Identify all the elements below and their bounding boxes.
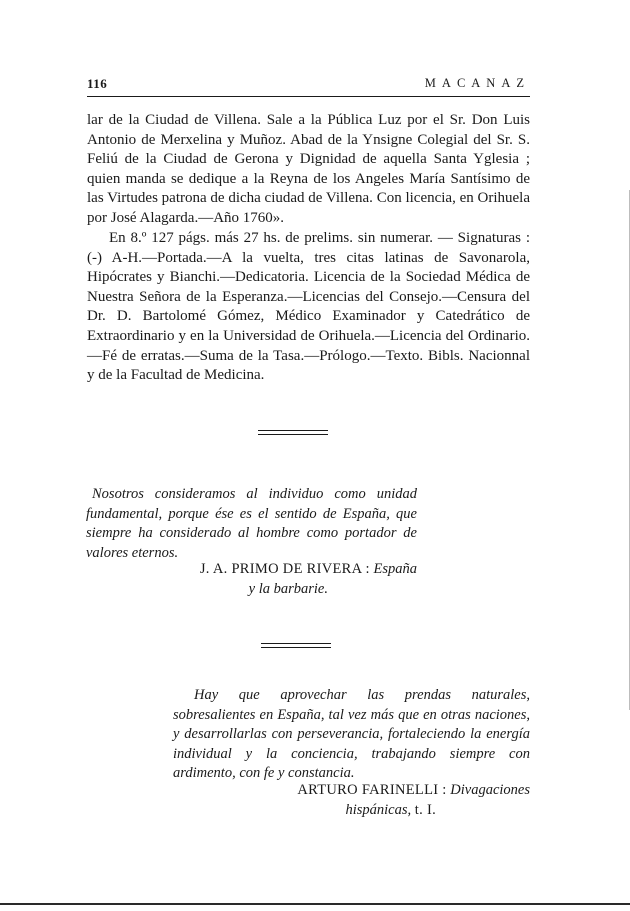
epigraph-work-2a: Divagaciones: [450, 782, 530, 798]
epigraph-attribution-1-cont: [145, 580, 328, 600]
epigraph-attribution-2-cont: [200, 801, 436, 821]
epigraph-work-1a: España: [373, 561, 417, 577]
section-divider-2: [261, 643, 331, 648]
body-paragraph-1: lar de la Ciudad de Villena. Sale a la Pública Luz por el Sr. Don Luis Antonio de Merxelina y Muñoz. Abad de la Ynsigne Colegial del Sr. S. Feliú de la Ciudad de Gerona y Dignidad de aquella Santa Yglesia ; quien manda se dedique a la Reyna de los Angeles María Santísimo de las Virtudes patrona de dicha ciudad de Villena. Con licencia, en Orihuela por José Alagarda.—Año 1760».: [87, 112, 530, 226]
scan-bottom-edge: [0, 903, 630, 905]
epigraph-author-2: ARTURO FARINELLI :: [297, 782, 447, 798]
epigraph-quote-1: Nosotros consideramos al individuo como unidad fundamental, porque ése es el sentido de España, que siempre ha considerado al hombre como portador de valores eternos.: [86, 486, 417, 561]
epigraph-author-1: J. A. PRIMO DE RIVERA :: [199, 561, 370, 577]
epigraph-attribution-2: [200, 781, 530, 801]
epigraph-work-2b: hispánicas,: [345, 802, 412, 818]
body-paragraph-2: En 8.º 127 págs. más 27 hs. de prelims. sin numerar. — Signaturas : (-) A-H.—Portada.—A la vuelta, tres citas latinas de Savonarola, Hipócrates y Bianchi.—Dedicatoria. Licencia de la Sociedad Médica de Nuestra Señora de la Esperanza.—Licencias del Consejo.—Censura del Dr. D. Bartolomé Gómez, Médico Examinador y Catedrático de Extraordinario y en la Universidad de Orihuela.—Licencia del Ordinario.—Fé de erratas.—Suma de la Tasa.—Prólogo.—Texto. Bibls. Nacionnal y de la Facultad de Medicina.: [87, 230, 530, 384]
running-head: MACANAZ: [424, 76, 530, 90]
epigraph-work-1b: y la barbarie.: [248, 581, 328, 597]
page-number: 116: [87, 76, 108, 91]
epigraph-quote-2: Hay que aprovechar las prendas naturales, sobresalientes en España, tal vez más que en otras naciones, y desarrollarlas con perseverancia, fortaleciendo la energía individual y la conciencia, trabajando siempre con ardimento, con fe y constancia.: [173, 687, 530, 781]
page-header: [87, 76, 530, 97]
section-divider-1: [258, 430, 328, 435]
epigraph-attribution-1: [145, 560, 417, 580]
epigraph-volume-2: t. I.: [414, 802, 436, 818]
